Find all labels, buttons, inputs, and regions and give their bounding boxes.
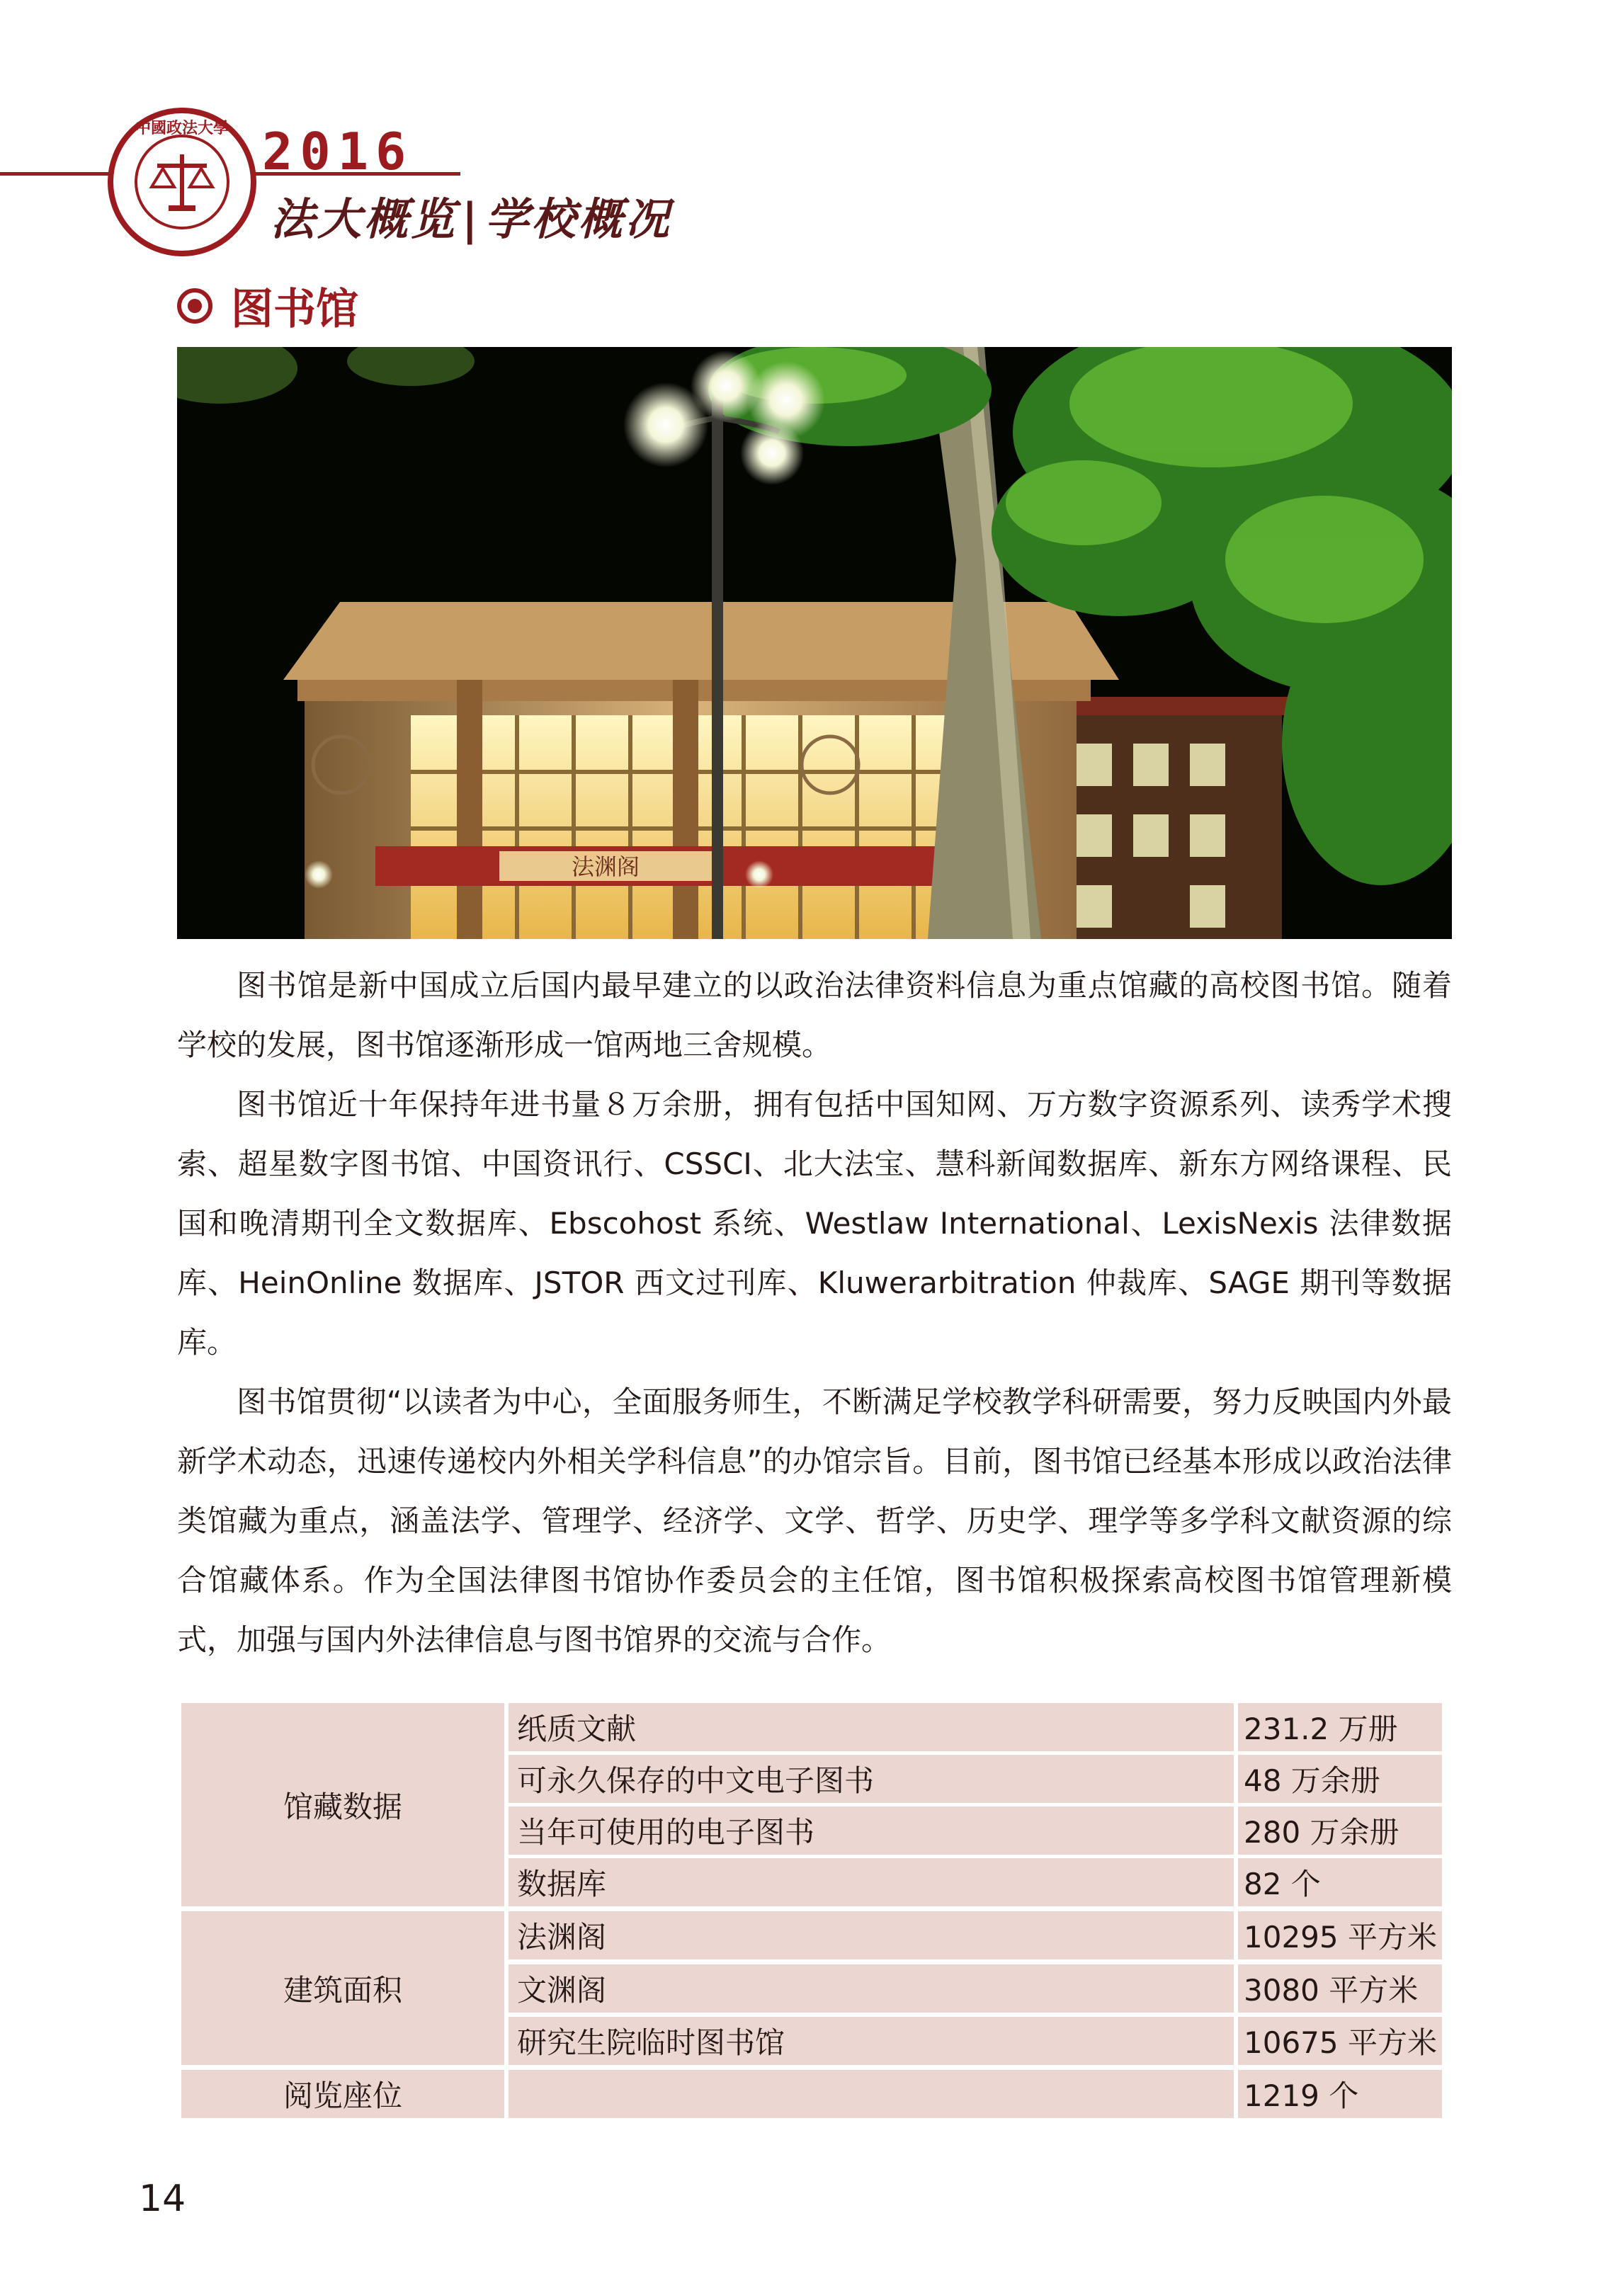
building-sign-text: 法渊阁: [571, 853, 640, 880]
library-building-illustration: [177, 347, 1452, 939]
paragraph-1: 图书馆是新中国成立后国内最早建立的以政治法律资料信息为重点馆藏的高校图书馆。随着学校的发展，图书馆逐渐形成一馆两地三舍规模。: [177, 968, 1452, 1062]
university-seal-logo: [108, 108, 256, 256]
table-item-paper: 纸质文献: [509, 1703, 1234, 1751]
library-night-photo: [177, 347, 1452, 939]
table-value-ebook-permanent: 48 万余册: [1238, 1755, 1442, 1803]
library-stats-table: [181, 1703, 1442, 2128]
seal-text: 中國政法大學: [135, 119, 229, 137]
page-number: 14: [139, 2178, 186, 2220]
table-item-database: 数据库: [509, 1858, 1234, 1906]
table-item-seats: [509, 2070, 1234, 2118]
paragraph-3: 图书馆贯彻“以读者为中心，全面服务师生，不断满足学校教学科研需要，努力反映国内外最新学术动态，迅速传递校内外相关学科信息”的办馆宗旨。目前，图书馆已经基本形成以政治法律类馆藏为重点，涵盖法学、管理学、经济学、文学、哲学、历史学、理学等多学科文献资源的综合馆藏体系。作为全国法律图书馆协作委员会的主任馆，图书馆积极探索高校图书馆管理新模式，加强与国内外法律信息与图书馆界的交流与合作。: [177, 1384, 1452, 1657]
table-item-ebook-current: 当年可使用的电子图书: [509, 1806, 1234, 1855]
header-year: 2016: [262, 122, 414, 181]
table-value-seats: 1219 个: [1238, 2070, 1442, 2118]
library-description: [177, 956, 1452, 1670]
table-item-fayuange: 法渊阁: [509, 1911, 1234, 1959]
table-value-graduate-library: 10675 平方米: [1238, 2017, 1442, 2065]
group-label-reading-seats: 阅览座位: [181, 2070, 504, 2118]
table-item-ebook-permanent: 可永久保存的中文电子图书: [509, 1755, 1234, 1803]
table-value-database: 82 个: [1238, 1858, 1442, 1906]
table-value-paper: 231.2 万册: [1238, 1703, 1442, 1751]
table-value-wenyuange: 3080 平方米: [1238, 1964, 1442, 2013]
circle-dot-icon: [177, 288, 212, 324]
table-value-fayuange: 10295 平方米: [1238, 1911, 1442, 1959]
table-item-wenyuange: 文渊阁: [509, 1964, 1234, 2013]
group-label-collection: 馆藏数据: [181, 1703, 504, 1906]
scales-of-justice-icon: [147, 147, 217, 217]
section-title: 图书馆: [231, 285, 358, 334]
header-title-right: 学校概况: [484, 193, 672, 245]
header-title-left: 法大概览: [271, 193, 458, 245]
section-heading: [177, 278, 358, 334]
table-value-ebook-current: 280 万余册: [1238, 1806, 1442, 1855]
header-title-divider: |: [462, 193, 481, 245]
table-item-graduate-library: 研究生院临时图书馆: [509, 2017, 1234, 2065]
header-title: [271, 184, 672, 247]
paragraph-2: 图书馆近十年保持年进书量８万余册，拥有包括中国知网、万方数字资源系列、读秀学术搜索、超星数字图书馆、中国资讯行、CSSCI、北大法宝、慧科新闻数据库、新东方网络课程、民国和晚清期刊全文数据库、Ebscohost 系统、Westlaw International、LexisNexis 法律数据库、HeinOnline 数据库、JSTOR 西文过刊库、Kluwerarbitration 仲裁库、SAGE 期刊等数据库。: [177, 1087, 1452, 1360]
group-label-building-area: 建筑面积: [181, 1911, 504, 2065]
